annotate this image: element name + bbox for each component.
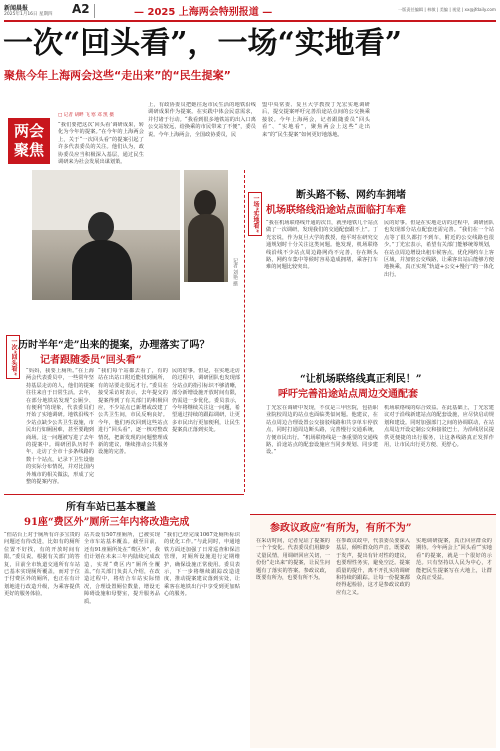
story2-column-1: “我在机场联络线开通的次日，就坐地铁几个站点做了一次调研，发现我们的交通配套跟不上”。丁光宏说，作为复旦大学的教授，他平时在研究交通规划时十分关注这类问题。他发现，机场联络线沿线不少站点周边路网尚不完善，存在断头路，网约车集中等候时容易造成拥堵，乘客打车难的问题比较突出。 bbox=[266, 220, 378, 271]
center-dashed-divider bbox=[244, 170, 245, 492]
headline-subtitle: 聚焦今年上海两会这些“走出来”的“民生提案” bbox=[4, 69, 231, 82]
story1-title-line2: 记者跟随委员“回头看” bbox=[40, 355, 142, 366]
main-headline: 一次“回头看”，一场“实地看” bbox=[3, 26, 403, 61]
badge-line2: 聚焦 bbox=[13, 141, 44, 159]
photo-right bbox=[184, 170, 228, 282]
photo-person-head bbox=[88, 212, 114, 242]
commentary-column-2: 在参政议政中，代表委员要深入基层，倾听群众的声音。既要敢于发声，提出有针对性的建议，也要理性务实，避免空泛。提案质量的提升，离不开扎实的调研和持续的跟踪。让每一份提案都经得起检验，这才是参政议政的应有之义。 bbox=[336, 538, 410, 596]
vertical-caption-right: 一场“实地看” bbox=[248, 192, 262, 236]
commentary-title: 参政议政应“有所为，有所不为” bbox=[270, 523, 412, 534]
story4-column-3: “我们已经完成1067处厕所标识的优化工作。”与此同时，申通地铁方面还加强了日常巡查和保洁管理，对厕所设施进行定期维护，确保设施正常使用。委员表示，下一步将继续跟踪改造进度，推动提案建议落到实处，让乘客在地铁出行中享受到更加贴心的服务。 bbox=[164, 532, 240, 598]
story4-title-line1: 所有车站已基本覆盖 bbox=[66, 502, 156, 513]
header-divider bbox=[94, 4, 95, 18]
intro-column-3: 盟中央常委、复旦大学教授丁光宏实地调研后，提交提案呼吁完善沿途站点间的公交换乘接驳。今年上海两会，记者跟随委员“回头看”、“实地看”，聚焦两会上这些“走出来”的“民生提案”如何更好地落地。 bbox=[262, 102, 370, 138]
page-number: A2 bbox=[72, 2, 90, 16]
intro-column-1: “我们要把这次‘回头看’调研成果，转化为今年的提案。”在今年的上海两会上，关于“一次回头看”的提案引起了许多代表委员的关注。他们认为，政协委员应当积极深入基层，通过民生调研来为社会发展出谋划策。 bbox=[58, 122, 144, 166]
story2-title-line1: 断头路不畅、网约车拥堵 bbox=[296, 190, 406, 201]
byline: □ 记者 胡畔 飞 寒 邓 凯 摄 bbox=[58, 113, 114, 118]
intro-column-2: 上，有政协委员把她往返市民生活的地铁沿线调研成果作为提案。在实践中体会民意需求，并付诸于行动。“我看到很多地铁站的出入口离公交站较远，给换乘的市民带来了不便”，委员说。今年上海两会，全国政协委员，民 bbox=[148, 102, 256, 138]
story1-column-2: “我们每个站都去看了，有的站在出站口附近能找到厕所，有的站要走很远才行。”委员在接受采访时表示，去年提交的提案得到了有关部门的积极回应，不少站点已新增或改建了公共卫生间，市民反响良好。今年，他们再次回到这些站点进行“回头看”，逐一核对整改情况，把新发现的问题整理成新的建议，继续推动公共服务设施的完善。 bbox=[98, 368, 168, 456]
story3-column-1: 丁光宏在调研中发现，不仅是三甲医院，包括职业院校周边的站点也面临类似问题。他建议，在站点周边合理设置公交接驳线路和共享单车停放点，同时打通周边断头路，完善慢行交通系统，方便市民出行。“机场联络线是一条重要的交通线路，沿途站点的配套设施应当同步规划、同步建设。” bbox=[266, 405, 378, 456]
story3-title-line1: “让机场联络线真正利民！” bbox=[300, 374, 422, 385]
commentary-column-3: 实地调研提案，真正回应群众的期待。今年两会上“回头看”“实地看”的提案，就是一个很好的示范。只有坚持以人民为中心，才能把民生提案写在大地上，让群众真正受益。 bbox=[416, 538, 492, 582]
photo-caption: 记者 刘艳 摄 bbox=[232, 258, 238, 287]
story2-title-line2: 机场联络线沿途站点面临打车难 bbox=[266, 205, 406, 216]
section-title: — 2025 上海两会特别报道 — bbox=[134, 7, 273, 18]
photo-right-body bbox=[188, 214, 224, 282]
photo-right-head bbox=[194, 190, 216, 216]
story4-column-2: 站共设有507座厕所，已被实现全市车站基本覆盖。截至目前，还有91座厕所处在“费区外”，我们计划在未来三年内陆续完成改造，实现“费区内”厕所全覆盖。”有关部门负责人介绍，在改造过程中，将结合车站实际情况，合理设置厕位数量，增设无障碍设施和母婴室，提升服务品质。 bbox=[84, 532, 160, 605]
story3-column-2: 机场联络线的综合效益。在此基础上，丁光宏建议对于沿线新建站点的配套设施，应尽快启动规划和建设。同时加强部门之间的协调联动，在站点周边开设定制公交和接驳巴士，为沿线居民提供更便捷的出行服务，让这条线路真正发挥作用，让市民出行更方便、更舒心。 bbox=[384, 405, 494, 449]
header-right-info: 一版责任编辑 | 林敏 | 美编 | 视觉 | xx@jfdaily.com bbox=[397, 7, 496, 12]
vertical-caption-left: 一次“回头看” bbox=[6, 335, 20, 379]
photo-person-body bbox=[72, 240, 132, 300]
story1-column-3: 民的好事。但是，在实地走访的过程中，调研团队也发现部分站点的指引标识不够清晰，部分新增设施开放时间有限，仍需进一步优化。委员表示，今年将继续关注这一问题，希望通过持续的跟踪调研，让更多市民出行更加便利，让民生提案真正落到实处。 bbox=[172, 368, 240, 434]
header-rule bbox=[4, 20, 496, 22]
photo-reporters bbox=[32, 170, 180, 300]
badge-line1: 两会 bbox=[13, 122, 44, 140]
story2-column-2: 民的好事。但是在实地走访的过程中，调研团队也发现部分站点配套还需完善。“我们在一个站点等了很久都打不到车，附近的公交线路也很少。”丁光宏表示，希望有关部门能够统筹规划，在站点周边增设出租车候客点，优化网约车上客区域，并加密公交线路，让乘客出站后能够方便地换乘，真正实现“轨道+公交+慢行”的一体化出行。 bbox=[384, 220, 494, 278]
story4-column-1: “但站台上对于厕所有许多宝贵的问题还有待改进，比如有的厕所位置不好找，有的开放时间有限。”委员说。根据有关部门的答复，目前全市轨道交通所有车站已基本实现厕所覆盖，而对于位于付费区外的厕所，也正在有计划地进行改造升级，为乘客提供更好的服务体验。 bbox=[4, 532, 80, 598]
story4-title-line2: 91座“费区外”厕所三年内将改造完成 bbox=[24, 517, 190, 528]
story3-title-line2: 呼吁完善沿途站点周边交通配套 bbox=[278, 389, 418, 400]
story4-top-rule bbox=[4, 494, 244, 495]
story1-title-line1: 历时半年“走”出来的提案，办理落实了吗？ bbox=[18, 340, 210, 351]
commentary-column-1: 在采访时间，记者见证了提案的一个个变化。代表委员们用脚步丈量民情，用调研回应关切，一份份“走出来”的提案，让民生问题有了落实的答案。参政议政，既要有所为，也要有所不为。 bbox=[256, 538, 330, 582]
story1-column-1: “妈妈，我要上厕所。”在上海两会代表委员中，一些常年坚持基层走访的人，他们的提案往往来自于日常生活。去年，在部分地铁站发现“公厕少、有便利”的现象，代表委员们开始了实地调研。地铁沿线不少站点缺少公共卫生设施，市民出行如厕困难，甚至要跑到商场。这一问题被写进了去年的提案中。调研团队历时半年，走访了全市十多条线路的数十个站点，记录下卫生设施的实际分布情况，并对比国内外城市的相关做法，形成了完整的提案内容。 bbox=[26, 368, 94, 486]
masthead: 新闻晨报 bbox=[4, 5, 29, 12]
lianghui-badge bbox=[8, 118, 50, 164]
issue-date: 2025年1月16日 星期四 bbox=[4, 12, 53, 17]
